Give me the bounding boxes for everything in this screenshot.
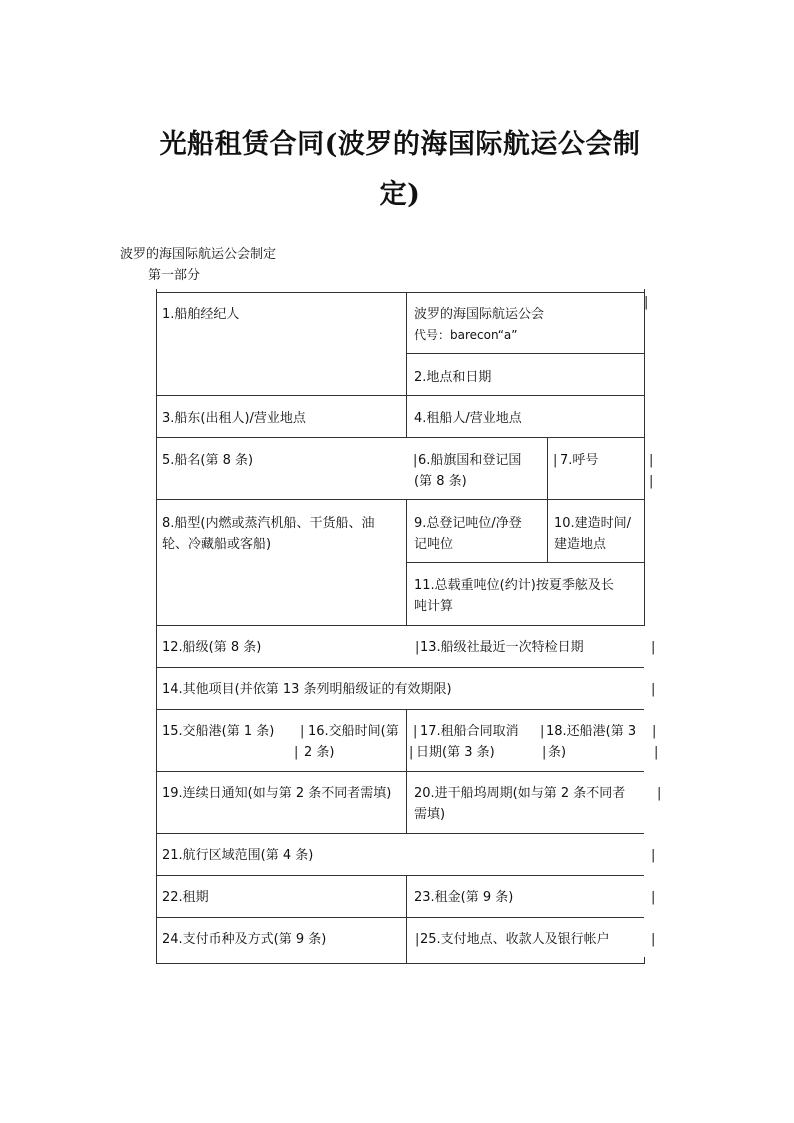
part-heading: 第一部分 xyxy=(148,268,201,283)
separator-bar: | xyxy=(300,724,305,739)
field-cancelling-date-cont: 日期(第 3 条) xyxy=(416,745,495,760)
rule xyxy=(156,667,644,668)
field-grt-nrt: 9.总登记吨位/净登 xyxy=(414,516,522,531)
field-class: 12.船级(第 8 条) xyxy=(162,640,262,655)
column-split xyxy=(406,499,407,626)
separator-bar: | xyxy=(649,453,654,468)
separator-bar: | xyxy=(294,745,299,760)
field-flag-registry-cont: (第 8 条) xyxy=(414,474,467,489)
column-split xyxy=(547,437,548,500)
rule xyxy=(156,499,644,500)
field-owners: 3.船东(出租人)/营业地点 xyxy=(162,411,306,426)
separator-bar: | xyxy=(413,724,418,739)
separator-bar: | xyxy=(657,786,662,801)
rule xyxy=(156,709,644,710)
field-other-particulars: 14.其他项目(并依第 13 条列明船级证的有效期限) xyxy=(162,682,452,697)
code-name: 代号：barecon“a” xyxy=(414,328,518,342)
field-cancelling-date: 17.租船合同取消 xyxy=(420,724,519,739)
rule-top xyxy=(156,292,644,293)
rule xyxy=(156,395,644,396)
corner-tick xyxy=(644,957,645,964)
column-split xyxy=(406,292,407,438)
separator-bar: | xyxy=(651,682,656,697)
field-payment-place: 25.支付地点、收款人及银行帐户 xyxy=(420,932,610,947)
separator-bar: | xyxy=(542,745,547,760)
field-charter-period: 22.租期 xyxy=(162,890,209,905)
field-vessel-name: 5.船名(第 8 条) xyxy=(162,453,254,468)
field-drydocking: 20.进干船坞周期(如与第 2 条不同者 xyxy=(414,786,626,801)
field-ship-broker: 1.船舶经纪人 xyxy=(162,307,240,322)
field-grt-nrt-cont: 记吨位 xyxy=(414,537,454,552)
field-place-date: 2.地点和日期 xyxy=(414,370,492,385)
field-charter-hire: 23.租金(第 9 条) xyxy=(414,890,514,905)
separator-bar: | xyxy=(651,890,656,905)
document-title: 光船租赁合同(波罗的海国际航运公会制 xyxy=(159,129,641,160)
field-build: 10.建造时间/ xyxy=(554,516,632,531)
document-title-continued: 定) xyxy=(379,179,421,210)
field-dwt-cont: 吨计算 xyxy=(414,599,454,614)
separator-bar: | xyxy=(413,453,418,468)
rule xyxy=(406,562,644,563)
field-running-days-notice: 19.连续日通知(如与第 2 条不同者需填) xyxy=(162,786,392,801)
separator-bar: | xyxy=(415,932,420,947)
rule-bottom xyxy=(156,963,644,964)
rule xyxy=(156,917,644,918)
field-last-survey: 13.船级社最近一次特检日期 xyxy=(420,640,584,655)
rule xyxy=(156,771,644,772)
field-vessel-type-cont: 轮、冷藏船或客船) xyxy=(162,537,272,552)
rule xyxy=(156,437,644,438)
field-vessel-type: 8.船型(内燃或蒸汽机船、干货船、油 xyxy=(162,516,375,531)
field-charterers: 4.租船人/营业地点 xyxy=(414,411,522,426)
field-time-delivery-cont: 2 条) xyxy=(304,745,335,760)
separator-bar: | xyxy=(540,724,545,739)
column-split xyxy=(406,771,407,834)
separator-bar: | xyxy=(654,745,659,760)
rule xyxy=(156,833,644,834)
field-dwt: 11.总载重吨位(约计)按夏季舷及长 xyxy=(414,578,614,593)
separator-bar: | xyxy=(652,724,657,739)
separator-bar: | xyxy=(649,474,654,489)
field-trading-limits: 21.航行区域范围(第 4 条) xyxy=(162,848,314,863)
rule xyxy=(156,875,644,876)
column-split xyxy=(406,875,407,963)
field-build-cont: 建造地点 xyxy=(554,537,607,552)
org-name: 波罗的海国际航运公会 xyxy=(414,307,545,322)
separator-bar: | xyxy=(651,848,656,863)
field-flag-registry: 6.船旗国和登记国 xyxy=(418,453,522,468)
separator-bar: | xyxy=(644,295,649,310)
rule-right xyxy=(644,292,645,626)
field-time-delivery: 16.交船时间(第 xyxy=(308,724,399,739)
field-port-delivery: 15.交船港(第 1 条) xyxy=(162,724,275,739)
field-payment-currency: 24.支付币种及方式(第 9 条) xyxy=(162,932,327,947)
separator-bar: | xyxy=(409,745,414,760)
column-split xyxy=(547,499,548,563)
field-port-redelivery-cont: 条) xyxy=(548,745,567,760)
separator-bar: | xyxy=(651,932,656,947)
field-call-sign: 7.呼号 xyxy=(560,453,599,468)
separator-bar: | xyxy=(553,453,558,468)
source-line: 波罗的海国际航运公会制定 xyxy=(120,247,277,262)
separator-bar: | xyxy=(651,640,656,655)
corner-tick xyxy=(156,289,157,296)
rule-left xyxy=(156,292,157,963)
rule xyxy=(406,353,644,354)
separator-bar: | xyxy=(415,640,420,655)
rule xyxy=(156,625,644,626)
field-port-redelivery: 18.还船港(第 3 xyxy=(546,724,637,739)
column-split xyxy=(406,709,407,772)
field-drydocking-cont: 需填) xyxy=(414,807,446,822)
